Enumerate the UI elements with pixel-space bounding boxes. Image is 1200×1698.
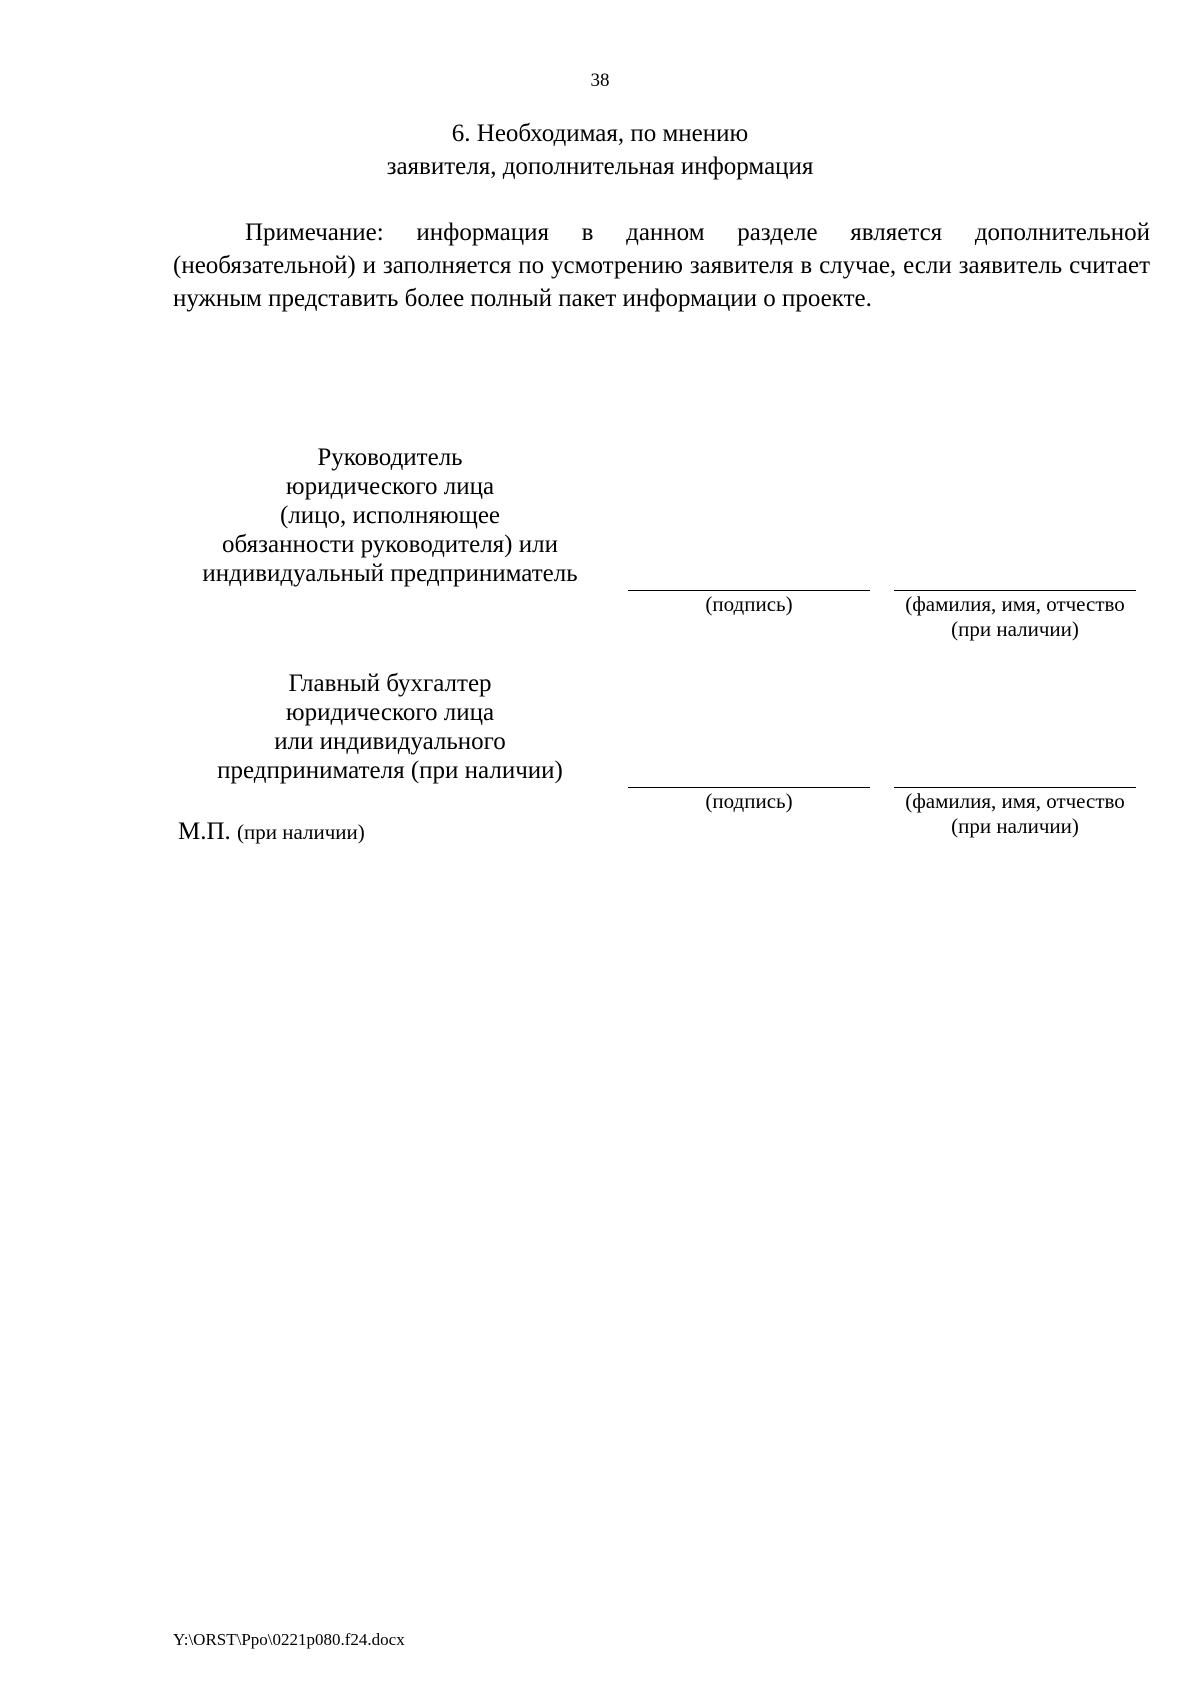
section-heading-line-2: заявителя, дополнительная информация xyxy=(386,153,814,180)
head-role-line: юридического лица xyxy=(285,473,495,500)
head-signature-caption xyxy=(628,592,870,617)
section-heading-line-1: 6. Необходимая, по мнению xyxy=(451,120,749,147)
head-name-caption-line-2: (при наличии) xyxy=(951,617,1079,641)
page-number: 38 xyxy=(590,70,610,91)
head-role-line: обязанности руководителя) или xyxy=(222,531,558,558)
accountant-signature-line[interactable] xyxy=(628,787,870,788)
accountant-name-caption-line-1: (фамилия, имя, отчество xyxy=(905,789,1125,813)
accountant-role-line: Главный бухгалтер xyxy=(288,670,492,697)
head-role-line: индивидуальный предприниматель xyxy=(202,560,578,587)
head-name-caption xyxy=(880,592,1150,642)
head-name-caption-line-1: (фамилия, имя, отчество xyxy=(905,592,1125,616)
head-signature-caption-text: (подпись) xyxy=(705,592,793,616)
head-role-block xyxy=(165,443,615,588)
accountant-name-caption-line-2: (при наличии) xyxy=(951,814,1079,838)
accountant-signature-caption xyxy=(628,789,870,814)
head-role-line: (лицо, исполняющее xyxy=(279,502,501,529)
accountant-name-caption xyxy=(880,789,1150,839)
note-paragraph: Примечание: информация в данном разделе является дополнительной (необязательной) и заполняется по усмотрению заявителя в случае, если заявитель считает нужным представить более полный пакет информации о проекте. xyxy=(173,219,1150,312)
head-name-line[interactable] xyxy=(894,590,1136,591)
stamp-label: М.П. xyxy=(178,818,231,845)
footer-file-path: Y:\ORST\Ppo\0221p080.f24.docx xyxy=(173,1630,405,1649)
stamp-placeholder xyxy=(178,817,365,847)
accountant-role-line: предпринимателя (при наличии) xyxy=(217,757,563,784)
accountant-role-line: юридического лица xyxy=(285,699,495,726)
head-signature-line[interactable] xyxy=(628,590,870,591)
accountant-signature-caption-text: (подпись) xyxy=(705,789,793,813)
accountant-role-line: или индивидуального xyxy=(274,728,506,755)
accountant-name-line[interactable] xyxy=(894,787,1136,788)
section-heading xyxy=(0,117,1200,183)
stamp-note: (при наличии) xyxy=(237,820,365,844)
head-role-line: Руководитель xyxy=(317,444,463,471)
accountant-role-block xyxy=(165,669,615,785)
